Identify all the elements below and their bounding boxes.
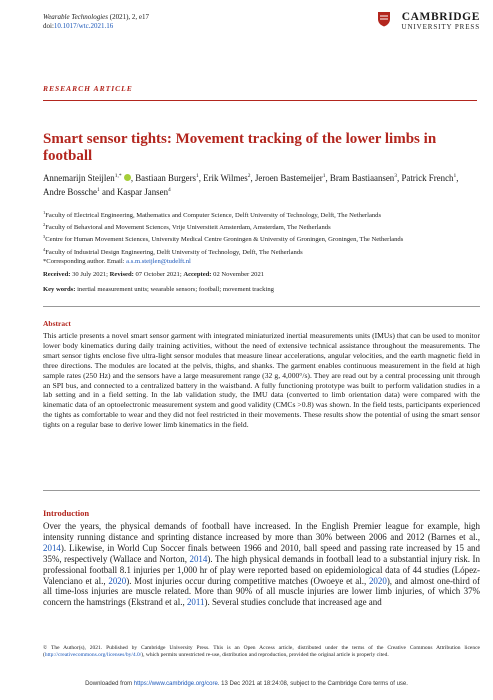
affiliations	[43, 208, 480, 266]
publisher-name: CAMBRIDGE	[401, 11, 480, 23]
citation-link[interactable]: 2020	[108, 575, 127, 586]
doi-link[interactable]: 10.1017/wtc.2021.16	[53, 22, 114, 30]
doi-line	[43, 22, 113, 31]
license-link[interactable]: http://creativecommons.org/licenses/by/4.0/	[44, 652, 142, 659]
author[interactable]: Bastiaan Burgers$^1$	[135, 172, 199, 183]
journal-citation	[43, 13, 149, 22]
abstract-divider-bottom	[43, 490, 480, 491]
email-link[interactable]: a.s.m.steijlen@tudelft.nl	[126, 257, 191, 265]
abstract-text: This article presents a novel smart sensor garment with integrated miniaturized inertial measurements units (IMUs) that can be used to monitor lower body kinematics during daily training activities, without the need of extensive technical assistance throughout the measurements. The smart sensor tights enclose five ultra-light sensor modules that measure linear accelerations, angular velocities, and the earth magnetic field in three directions. The modules are located at the pelvis, thighs, and shanks. The garment enables continuous measurement in the field at high sample rates (250 Hz) and the sensors have a large measurement range (32 g, 4,000°/s). They are read out by a central processing unit through an SPI bus, and connected to a centralized battery in the waistband. A fully functioning prototype was built to perform validation studies in a lab setting and in a field setting. In the lab validation study, the IMU data (converted to limb orientation data) were compared with the kinematic data of an optoelectronic measurement system and good validity (CMCs >0.8) was shown. In the field tests, participants experienced the tights as comfortable to wear and they did not feel restricted in their movements. These results show the potential of using the smart sensor tights on a regular base to derive lower limb kinematics in the field.	[43, 331, 480, 430]
corresponding-author: *Corresponding author. Email: a.s.m.steijlen@tudelft.nl	[43, 257, 191, 265]
affiliation: $^4$Faculty of Industrial Design Engineering, Delft University of Technology, Delft, The Netherlands	[43, 246, 303, 256]
author[interactable]: Erik Wilmes$^2$	[203, 172, 251, 183]
affiliation: $^1$Faculty of Electrical Engineering, Mathematics and Computer Science, Delft University of Technology, Delft, The Netherlands	[43, 210, 382, 220]
author[interactable]: Kaspar Jansen$^4$	[117, 186, 171, 197]
cambridge-shield-icon	[377, 11, 391, 27]
orcid-icon[interactable]	[124, 174, 131, 181]
author[interactable]: Jeroen Bastemeijer$^1$	[254, 172, 326, 183]
journal-volume: (2021), 2, e17	[108, 13, 150, 21]
citation-link[interactable]: 2020	[368, 575, 387, 586]
author[interactable]: Annemarijn Steijlen$^{1,*}$	[43, 173, 131, 183]
publisher-subname: UNIVERSITY PRESS	[401, 23, 480, 31]
affiliation: $^2$Faculty of Behavioral and Movement Sciences, Vrije Universiteit Amsterdam, Amsterdam, The Netherlands	[43, 222, 331, 232]
introduction-heading: Introduction	[43, 508, 90, 518]
header-divider	[43, 100, 477, 101]
citation-link[interactable]: 2014	[43, 542, 61, 553]
keywords: Key words: inertial measurement units; wearable sensors; football; movement tracking	[43, 286, 274, 293]
cambridge-core-link[interactable]: https://www.cambridge.org/core	[133, 681, 218, 687]
journal-name: Wearable Technologies	[43, 13, 109, 21]
author[interactable]: Patrick French$^1$	[401, 172, 457, 183]
article-dates: Received: 30 July 2021; Revised: 07 October 2021; Accepted: 02 November 2021	[43, 271, 265, 278]
author-list: Annemarijn Steijlen$^{1,*}$ , Bastiaan Burgers$^1$, Erik Wilmes$^2$, Jeroen Bastemeijer$^1$, Bram Bastiaansen$^3$, Patrick French$^1$, Andre Bossche$^1$ and Kaspar Jansen$^4$	[43, 172, 459, 197]
abstract-divider-top	[43, 306, 480, 307]
author[interactable]: Bram Bastiaansen$^3$	[329, 172, 397, 183]
publisher-logo	[380, 11, 480, 32]
doi-prefix: doi:	[43, 22, 54, 30]
download-footer: Downloaded from https://www.cambridge.org/core. 13 Dec 2021 at 18:24:08, subject to the Cambridge Core terms of use.	[85, 681, 408, 687]
citation-link[interactable]: 2014	[189, 553, 208, 564]
article-title: Smart sensor tights: Movement tracking of the lower limbs in football	[43, 131, 437, 164]
affiliation: $^3$Centre for Human Movement Sciences, University Medical Centre Groningen & University of Groningen, Groningen, The Netherlands	[43, 234, 404, 244]
article-type: RESEARCH ARTICLE	[43, 84, 133, 93]
author[interactable]: Andre Bossche$^1$	[43, 186, 100, 197]
copyright-notice: © The Author(s), 2021. Published by Cambridge University Press. This is an Open Access article, distributed under the terms of the Creative Commons Attribution licence (http://creativecommons.org/licenses/by/4.0/), which permits unrestricted re-use, distribution and reproduction, provided the original article is properly cited.	[43, 645, 480, 659]
citation-link[interactable]: 2011	[186, 597, 205, 608]
introduction-text: Over the years, the physical demands of football have increased. In the English Premier league for example, high intensity running distance and sprinting distance increased by more than 30% between 2006 and 2012 (Barnes et al., 2014). Likewise, in World Cup Soccer finals between 1966 and 2010, ball speed and passing rate increased by 15 and 35%, respectively (Wallace and Norton, 2014). The high physical demands in football lead to a substantial injury risk. In professional football 8.1 injuries per 1,000 hr of play were reported based on epidemiological data of 44 studies (López-Valenciano et al., 2020). Most injuries occur during competitive matches (Owoeye et al., 2020), and almost one-third of all time-loss injuries are muscle related. More than 90% of all muscle injuries are lower limb injuries, of which 37% concern the hamstrings (Ekstrand et al., 2011). Several studies conclude that increased age and	[43, 521, 480, 608]
abstract-heading: Abstract	[43, 319, 71, 328]
